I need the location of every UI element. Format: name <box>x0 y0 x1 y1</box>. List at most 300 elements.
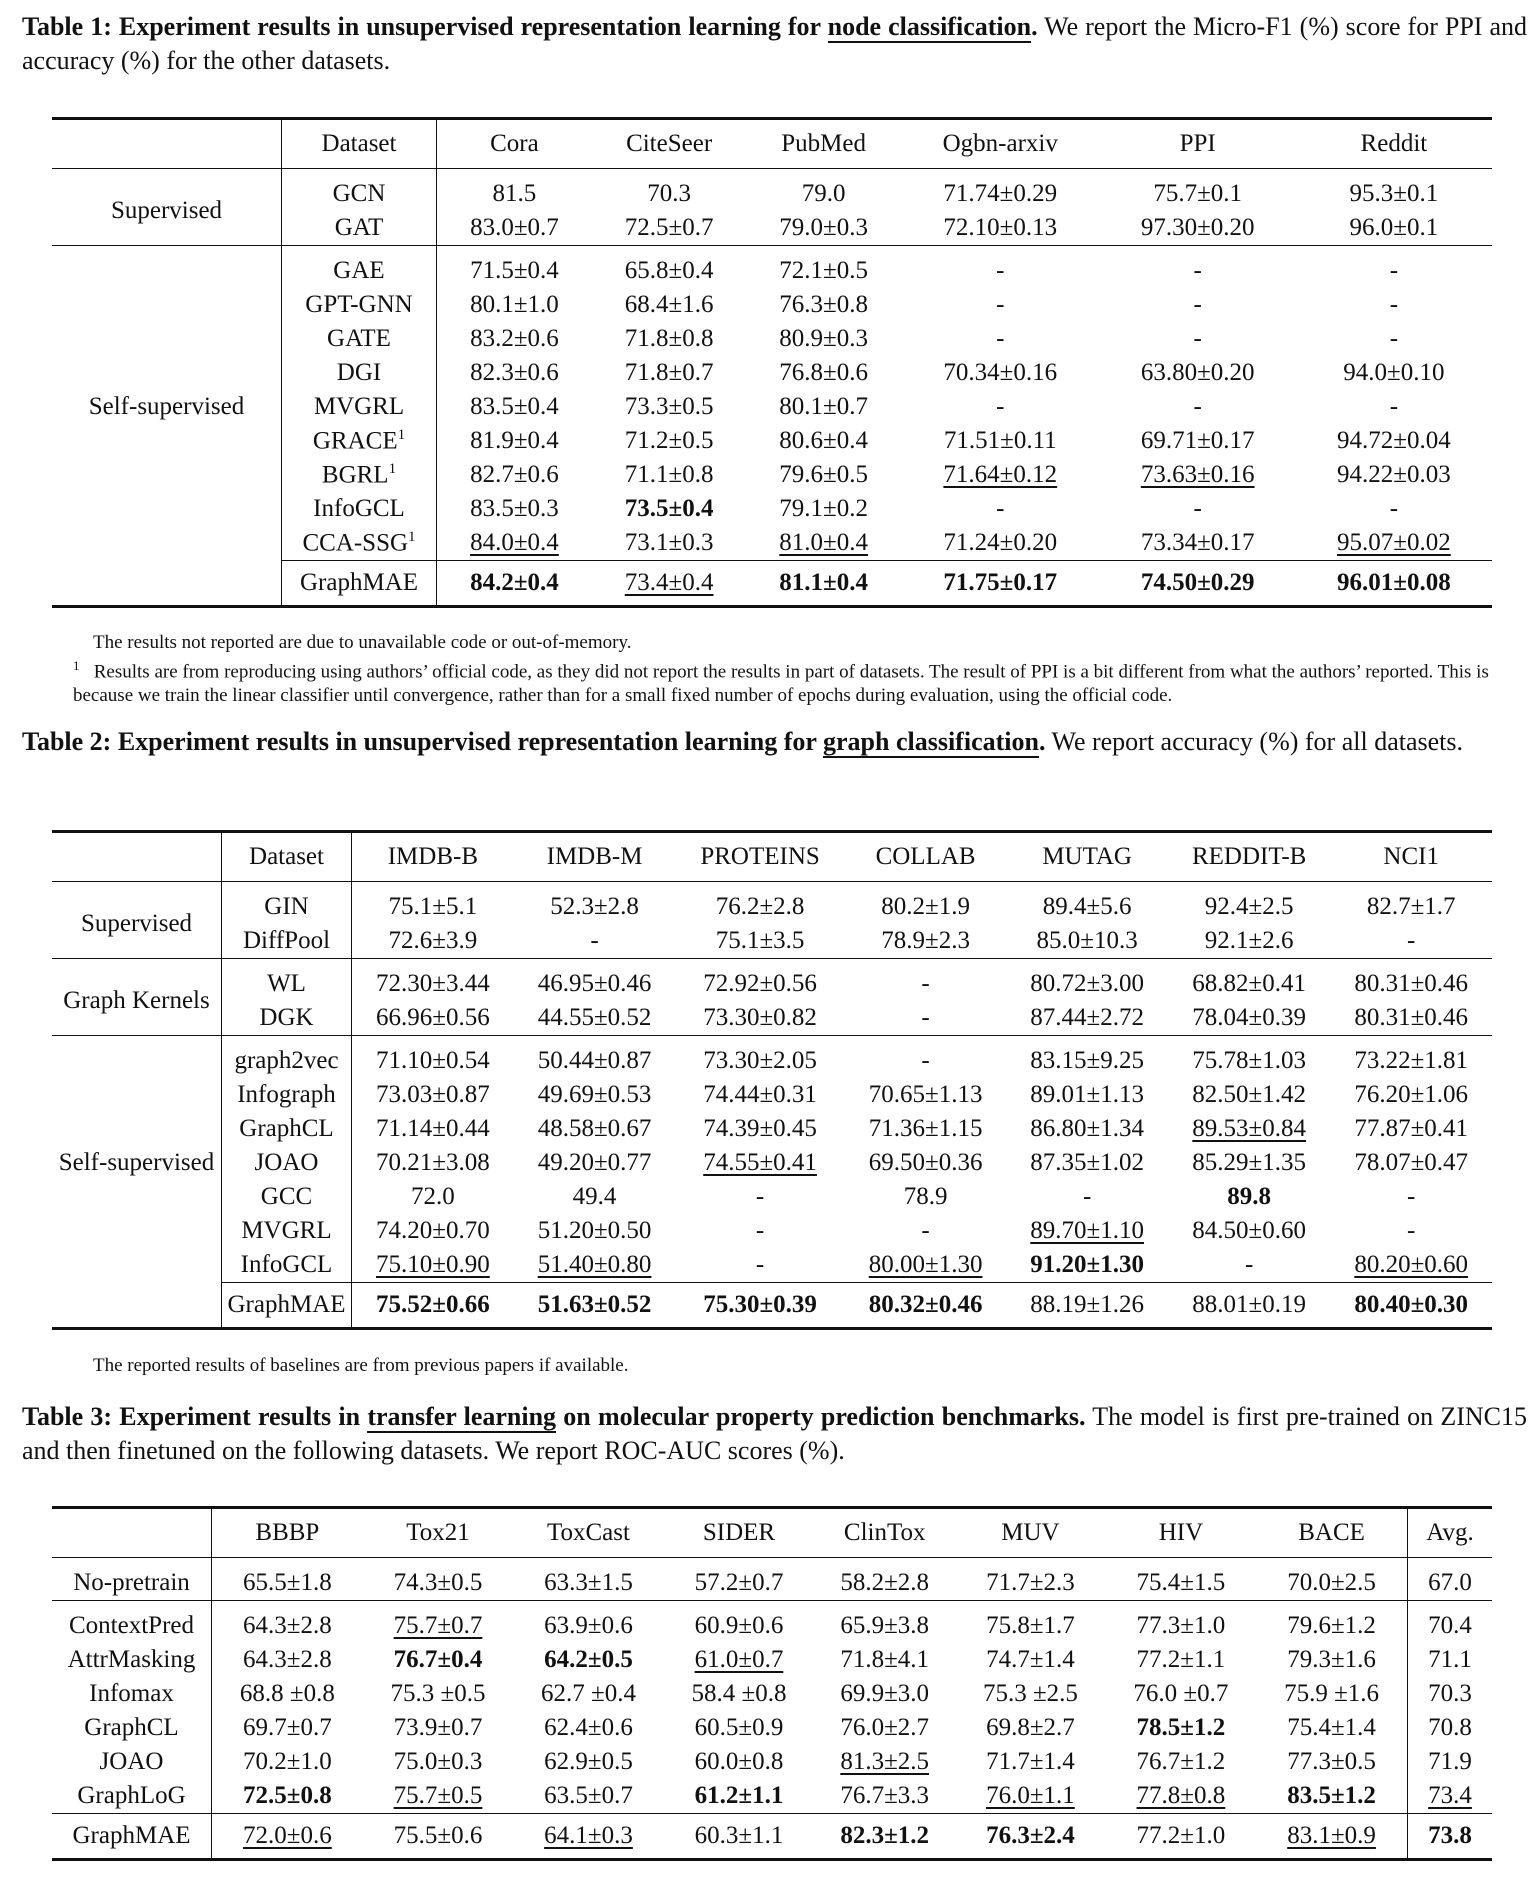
value-cell: 81.5 <box>492 180 537 207</box>
header-blank <box>52 119 282 169</box>
table-cell <box>592 288 747 322</box>
value-cell: 72.92±0.56 <box>703 970 817 997</box>
value-cell: 73.5±0.4 <box>624 495 714 522</box>
table-cell <box>814 1711 955 1745</box>
value-cell: 89.53±0.84 <box>1192 1115 1307 1142</box>
value-cell: 94.0±0.10 <box>1343 359 1445 386</box>
table-cell <box>592 356 747 390</box>
value-cell: 89.4±5.6 <box>1042 893 1132 920</box>
method-name: GCC <box>260 1183 313 1210</box>
value-cell: 72.6±3.9 <box>388 927 478 954</box>
table-cell <box>1168 1248 1330 1283</box>
value-cell: 76.7±3.3 <box>840 1782 930 1809</box>
table-cell <box>437 390 592 424</box>
table-cell <box>1168 959 1330 1002</box>
table-cell <box>1256 1677 1407 1711</box>
value-cell: - <box>921 970 930 997</box>
value-cell: 77.2±1.0 <box>1136 1822 1226 1849</box>
value-cell: 71.36±1.15 <box>868 1115 983 1142</box>
value-cell: 79.6±0.5 <box>779 461 868 488</box>
table-row <box>52 1677 1492 1711</box>
value-cell: 80.72±3.00 <box>1030 970 1145 997</box>
value-cell: 79.0±0.3 <box>779 214 868 241</box>
table-cell <box>352 1283 514 1329</box>
value-cell: 70.21±3.08 <box>376 1149 490 1176</box>
table-cell <box>955 1745 1105 1779</box>
table-row <box>52 924 1492 959</box>
value-cell: - <box>1407 1217 1416 1244</box>
value-cell: 83.1±0.9 <box>1287 1822 1376 1849</box>
graphmae-row <box>52 561 1492 607</box>
value-cell: 76.7±1.2 <box>1136 1748 1226 1775</box>
value-cell: 83.0±0.7 <box>470 214 559 241</box>
table-cell <box>1330 882 1492 925</box>
value-cell: 83.2±0.6 <box>470 325 559 352</box>
table-cell <box>814 1677 955 1711</box>
method-name-cell <box>282 390 437 424</box>
value-cell: 78.04±0.39 <box>1192 1004 1307 1031</box>
value-cell: 77.8±0.8 <box>1136 1782 1226 1809</box>
value-cell: - <box>1193 291 1202 318</box>
value-cell: 61.2±1.1 <box>694 1782 784 1809</box>
table-cell <box>1408 1601 1493 1644</box>
table-cell <box>1408 1779 1493 1814</box>
table-cell <box>363 1677 513 1711</box>
table-cell <box>1330 1112 1492 1146</box>
table2-caption-end: . <box>1038 727 1046 756</box>
method-name: JOAO <box>254 1149 319 1176</box>
method-name-cell <box>222 1112 352 1146</box>
table-cell <box>1168 1036 1330 1079</box>
value-cell: 82.7±1.7 <box>1366 893 1456 920</box>
value-cell: - <box>1389 393 1399 420</box>
column-header: CiteSeer <box>592 119 747 169</box>
value-cell: 80.6±0.4 <box>779 427 868 454</box>
table-cell <box>1408 1677 1493 1711</box>
table-cell <box>513 1643 663 1677</box>
table-cell <box>1296 169 1492 212</box>
table-cell <box>1100 492 1296 526</box>
column-header: HIV <box>1106 1508 1256 1558</box>
table-cell <box>437 561 592 607</box>
table-cell <box>746 356 901 390</box>
table-row <box>52 1248 1492 1283</box>
value-cell: 71.8±0.8 <box>624 325 714 352</box>
method-name-cell <box>282 458 437 492</box>
table-cell <box>437 288 592 322</box>
table-cell <box>437 458 592 492</box>
table-cell <box>1408 1643 1493 1677</box>
value-cell: 73.1±0.3 <box>624 529 714 556</box>
table-cell <box>437 246 592 289</box>
method-name: GraphMAE <box>299 569 419 596</box>
value-cell: 65.8±0.4 <box>624 257 714 284</box>
table-cell <box>1408 1711 1493 1745</box>
table2 <box>52 830 1492 1330</box>
value-cell: 76.0 ±0.7 <box>1133 1680 1229 1707</box>
value-cell: 82.50±1.42 <box>1192 1081 1307 1108</box>
value-cell: 89.70±1.10 <box>1030 1217 1145 1244</box>
value-cell: 69.50±0.36 <box>868 1149 983 1176</box>
value-cell: 64.3±2.8 <box>243 1612 332 1639</box>
table1-caption <box>22 10 1527 78</box>
table-cell <box>675 1283 844 1329</box>
table-cell <box>1296 526 1492 561</box>
method-name: GAT <box>334 214 384 241</box>
column-header: REDDIT-B <box>1168 832 1330 882</box>
method-name: WL <box>267 970 306 997</box>
table-cell <box>1330 1078 1492 1112</box>
table-cell <box>901 561 1100 607</box>
table-cell <box>746 169 901 212</box>
method-name-cell <box>52 1643 212 1677</box>
value-cell: 71.5±0.4 <box>470 257 559 284</box>
table-cell <box>746 526 901 561</box>
table-cell <box>1100 211 1296 246</box>
table-row <box>52 1146 1492 1180</box>
value-cell: 80.20±0.60 <box>1354 1251 1469 1278</box>
method-name-cell <box>222 1146 352 1180</box>
table-cell <box>1100 424 1296 458</box>
table-cell <box>1106 1558 1256 1601</box>
table-cell <box>1100 458 1296 492</box>
value-cell: 84.0±0.4 <box>470 529 559 556</box>
table-cell <box>1168 1214 1330 1248</box>
method-name-cell <box>282 322 437 356</box>
value-cell: 69.8±2.7 <box>986 1714 1075 1741</box>
value-cell: 61.0±0.7 <box>694 1646 784 1673</box>
table-cell <box>1168 924 1330 959</box>
value-cell: 71.51±0.11 <box>943 427 1057 454</box>
value-cell: 70.0±2.5 <box>1287 1569 1376 1596</box>
table-cell <box>363 1558 513 1601</box>
table-cell <box>1256 1779 1407 1814</box>
table-row <box>52 1078 1492 1112</box>
method-name-cell <box>282 424 437 458</box>
table-row <box>52 1601 1492 1644</box>
table-cell <box>1106 1677 1256 1711</box>
value-cell: 70.34±0.16 <box>943 359 1058 386</box>
header-blank <box>52 832 222 882</box>
table-cell <box>352 1146 514 1180</box>
method-name-cell <box>222 1036 352 1079</box>
value-cell: 68.8 ±0.8 <box>239 1680 335 1707</box>
value-cell: 83.15±9.25 <box>1030 1047 1145 1074</box>
value-cell: 49.69±0.53 <box>537 1081 652 1108</box>
table-cell <box>1330 1283 1492 1329</box>
column-header: IMDB-M <box>514 832 676 882</box>
group-label: Supervised <box>52 169 282 246</box>
value-cell: - <box>1407 1183 1416 1210</box>
table-cell <box>592 561 747 607</box>
table-cell <box>1106 1601 1256 1644</box>
value-cell: 70.2±1.0 <box>243 1748 332 1775</box>
final-blank <box>52 561 282 607</box>
value-cell: 76.3±2.4 <box>986 1822 1075 1849</box>
table-cell <box>1006 1078 1168 1112</box>
table3-caption-prefix: Table 3: Experiment results in <box>22 1402 368 1431</box>
method-name: GIN <box>264 893 309 920</box>
value-cell: 74.39±0.45 <box>703 1115 817 1142</box>
value-cell: 76.0±2.7 <box>840 1714 930 1741</box>
value-cell: 74.44±0.31 <box>703 1081 817 1108</box>
method-name: InfoGCL <box>240 1251 333 1278</box>
value-cell: 80.31±0.46 <box>1354 1004 1469 1031</box>
table3-caption-end: on molecular property prediction benchmarks. <box>556 1402 1086 1431</box>
table-cell <box>664 1814 814 1860</box>
table-cell <box>1330 1248 1492 1283</box>
table-cell <box>437 424 592 458</box>
table-cell <box>592 492 747 526</box>
table-cell <box>845 882 1007 925</box>
table2-caption-rest: We report accuracy (%) for all datasets. <box>1045 727 1464 756</box>
value-cell: 67.0 <box>1428 1569 1472 1596</box>
method-name: graph2vec <box>234 1047 339 1074</box>
table-cell <box>212 1677 363 1711</box>
value-cell: - <box>921 1217 930 1244</box>
value-cell: 75.10±0.90 <box>376 1251 490 1278</box>
method-name: DiffPool <box>242 927 331 954</box>
value-cell: 91.20±1.30 <box>1030 1251 1145 1278</box>
table-cell <box>664 1558 814 1601</box>
table-cell <box>352 1036 514 1079</box>
table-cell <box>212 1745 363 1779</box>
method-name: AttrMasking <box>67 1646 196 1673</box>
value-cell: 81.9±0.4 <box>470 427 559 454</box>
table-cell <box>363 1779 513 1814</box>
value-cell: 73.30±2.05 <box>703 1047 817 1074</box>
column-header: Avg. <box>1408 1508 1493 1558</box>
table-row <box>52 1643 1492 1677</box>
value-cell: 58.2±2.8 <box>840 1569 930 1596</box>
value-cell: 72.30±3.44 <box>376 970 490 997</box>
table-cell <box>514 959 676 1002</box>
method-name-cell <box>222 882 352 925</box>
value-cell: 48.58±0.67 <box>537 1115 652 1142</box>
value-cell: 70.65±1.13 <box>868 1081 983 1108</box>
table-cell <box>592 458 747 492</box>
table-cell <box>592 169 747 212</box>
value-cell: 75.1±5.1 <box>388 893 478 920</box>
value-cell: 80.2±1.9 <box>881 893 970 920</box>
table1-caption-prefix: Table 1: Experiment results in unsupervised representation learning for <box>22 12 828 41</box>
table-cell <box>845 1180 1007 1214</box>
method-name-cell <box>222 1078 352 1112</box>
column-header: PubMed <box>746 119 901 169</box>
value-cell: 71.75±0.17 <box>943 569 1058 596</box>
table-cell <box>746 322 901 356</box>
value-cell: 51.40±0.80 <box>537 1251 652 1278</box>
table1 <box>52 117 1492 608</box>
table-cell <box>514 1112 676 1146</box>
method-name: GraphMAE <box>72 1822 191 1849</box>
value-cell: 60.9±0.6 <box>694 1612 784 1639</box>
table-cell <box>514 1001 676 1036</box>
value-cell: 70.3 <box>647 180 691 207</box>
table-cell <box>437 356 592 390</box>
method-name-cell <box>222 1283 352 1329</box>
table-cell <box>514 924 676 959</box>
table-cell <box>675 1146 844 1180</box>
table-cell <box>814 1779 955 1814</box>
method-name-cell <box>52 1711 212 1745</box>
table-cell <box>746 211 901 246</box>
value-cell: 57.2±0.7 <box>694 1569 784 1596</box>
table1-note-2-marker: 1 <box>73 658 80 673</box>
table1-caption-keyword: node classification <box>827 12 1032 41</box>
value-cell: 75.52±0.66 <box>376 1291 490 1318</box>
value-cell: - <box>1407 927 1416 954</box>
method-name-cell <box>222 959 352 1002</box>
value-cell: 76.20±1.06 <box>1354 1081 1469 1108</box>
value-cell: 75.3 ±0.5 <box>390 1680 486 1707</box>
value-cell: 75.5±0.6 <box>393 1822 483 1849</box>
value-cell: 79.0 <box>801 180 846 207</box>
table-cell <box>1296 458 1492 492</box>
value-cell: 62.7 ±0.4 <box>540 1680 636 1707</box>
value-cell: 68.82±0.41 <box>1192 970 1307 997</box>
table-cell <box>513 1745 663 1779</box>
value-cell: 73.30±0.82 <box>703 1004 817 1031</box>
table-cell <box>675 1036 844 1079</box>
method-name: GRACE <box>312 427 398 455</box>
table-cell <box>1296 390 1492 424</box>
value-cell: 71.74±0.29 <box>943 180 1058 207</box>
table-cell <box>675 882 844 925</box>
value-cell: 69.9±3.0 <box>840 1680 930 1707</box>
value-cell: 78.07±0.47 <box>1354 1149 1469 1176</box>
value-cell: - <box>921 1004 930 1031</box>
value-cell: 80.1±0.7 <box>779 393 868 420</box>
table3 <box>52 1506 1492 1861</box>
table-cell <box>746 288 901 322</box>
table-cell <box>664 1779 814 1814</box>
table-cell <box>901 458 1100 492</box>
value-cell: 70.4 <box>1428 1612 1472 1639</box>
table-cell <box>901 169 1100 212</box>
table-cell <box>1256 1601 1407 1644</box>
table-cell <box>814 1814 955 1860</box>
value-cell: 60.5±0.9 <box>694 1714 784 1741</box>
value-cell: 72.5±0.7 <box>624 214 714 241</box>
table-cell <box>1296 322 1492 356</box>
value-cell: 77.2±1.1 <box>1136 1646 1226 1673</box>
value-cell: 46.95±0.46 <box>537 970 652 997</box>
table-cell <box>955 1601 1105 1644</box>
table-cell <box>746 390 901 424</box>
value-cell: 64.3±2.8 <box>243 1646 332 1673</box>
table-cell <box>1100 288 1296 322</box>
value-cell: - <box>996 257 1005 284</box>
method-name-cell <box>222 924 352 959</box>
value-cell: 97.30±0.20 <box>1140 214 1255 241</box>
header-blank <box>52 1508 212 1558</box>
table-cell <box>592 424 747 458</box>
table-cell <box>675 1248 844 1283</box>
column-header: BACE <box>1256 1508 1407 1558</box>
table-cell <box>1408 1745 1493 1779</box>
value-cell: 75.7±0.7 <box>393 1612 483 1639</box>
table-cell <box>363 1643 513 1677</box>
value-cell: 72.0±0.6 <box>243 1822 332 1849</box>
method-name-cell <box>222 1248 352 1283</box>
column-header: MUTAG <box>1006 832 1168 882</box>
table-cell <box>352 1180 514 1214</box>
table-cell <box>1168 1112 1330 1146</box>
method-name-cell <box>52 1558 212 1601</box>
table-cell <box>437 211 592 246</box>
table-cell <box>901 390 1100 424</box>
column-header: NCI1 <box>1330 832 1492 882</box>
table-cell <box>675 1001 844 1036</box>
method-name: GATE <box>327 325 391 352</box>
value-cell: 71.8±0.7 <box>624 359 714 386</box>
table-cell <box>814 1601 955 1644</box>
value-cell: 75.9 ±1.6 <box>1284 1680 1380 1707</box>
value-cell: 81.1±0.4 <box>779 569 868 596</box>
table-cell <box>664 1601 814 1644</box>
value-cell: 82.7±0.6 <box>470 461 559 488</box>
method-name: Infograph <box>237 1081 336 1108</box>
table-cell <box>1006 1036 1168 1079</box>
value-cell: 75.1±3.5 <box>715 927 805 954</box>
column-header: IMDB-B <box>352 832 514 882</box>
method-name: BGRL <box>321 461 389 489</box>
table-cell <box>514 1036 676 1079</box>
method-name: ContextPred <box>69 1612 194 1639</box>
value-cell: 74.7±1.4 <box>986 1646 1075 1673</box>
table-cell <box>1006 1112 1168 1146</box>
method-name-cell <box>282 356 437 390</box>
table-cell <box>901 211 1100 246</box>
value-cell: 49.4 <box>572 1183 617 1210</box>
method-name: GraphCL <box>239 1115 334 1142</box>
table-cell <box>352 959 514 1002</box>
table-cell <box>352 1001 514 1036</box>
value-cell: 84.50±0.60 <box>1192 1217 1307 1244</box>
value-cell: 73.22±1.81 <box>1354 1047 1469 1074</box>
table-cell <box>437 322 592 356</box>
value-cell: 73.63±0.16 <box>1140 461 1255 488</box>
value-cell: 60.0±0.8 <box>694 1748 784 1775</box>
value-cell: 62.4±0.6 <box>544 1714 633 1741</box>
value-cell: 73.8 <box>1428 1822 1472 1849</box>
table-cell <box>955 1711 1105 1745</box>
table-cell <box>675 1180 844 1214</box>
value-cell: 94.72±0.04 <box>1337 427 1451 454</box>
value-cell: 76.8±0.6 <box>779 359 868 386</box>
value-cell: 64.1±0.3 <box>544 1822 633 1849</box>
method-name: Infomax <box>89 1680 174 1707</box>
value-cell: 50.44±0.87 <box>537 1047 652 1074</box>
table3-caption-keyword: transfer learning <box>367 1402 557 1431</box>
table-cell <box>1006 1180 1168 1214</box>
table-cell <box>1100 390 1296 424</box>
table-cell <box>437 492 592 526</box>
table-cell <box>664 1711 814 1745</box>
method-name-cell <box>222 1180 352 1214</box>
table-cell <box>212 1814 363 1860</box>
value-cell: 71.7±1.4 <box>986 1748 1075 1775</box>
table-cell <box>1106 1779 1256 1814</box>
table-cell <box>1330 1036 1492 1079</box>
table-cell <box>901 492 1100 526</box>
method-name: GAE <box>333 257 385 284</box>
table-cell <box>845 1001 1007 1036</box>
value-cell: 82.3±0.6 <box>470 359 559 386</box>
table-cell <box>1408 1814 1493 1860</box>
value-cell: 78.5±1.2 <box>1136 1714 1226 1741</box>
